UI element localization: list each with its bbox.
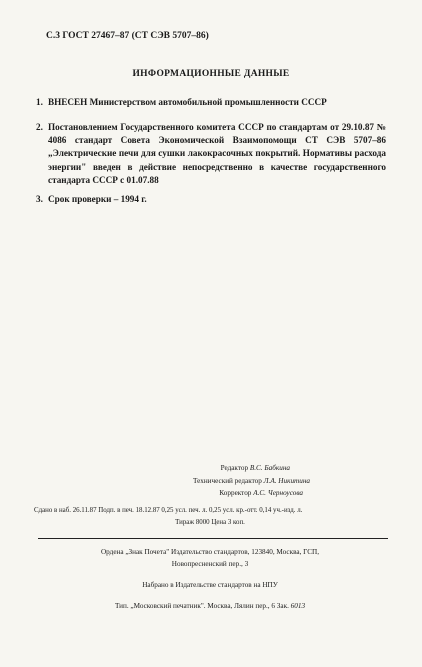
credit-role: Корректор	[219, 489, 252, 497]
item-number: 2.	[36, 122, 43, 132]
item-text: Постановлением Государственного комитета СССР по стандартам от 29.10.87 № 4086 стандарт Совета Экономической Взаимопомощи СТ СЭВ 5707–86 „Электрические печи для сушки лакокрасочных покрытий. Нормативы расхода энергии" введен в действие непосредственно в качестве государственного стандарта СССР с 01.07.88	[48, 122, 386, 185]
item-number: 3.	[36, 194, 43, 204]
section-title: ИНФОРМАЦИОННЫЕ ДАННЫЕ	[132, 69, 290, 79]
order-number: 6013	[290, 602, 306, 610]
credit-proofreader	[150, 487, 303, 500]
print-info-line-1: Сдано в наб. 26.11.87 Подп. в печ. 18.12.87 0,25 усл. печ. л. 0,25 усл. кр.-отт. 0,14 уч.-изд. л.	[34, 507, 303, 514]
printer-info: Тип. „Московский печатник". Москва, Лялин пер., 6 Зак.	[114, 602, 289, 610]
page-header: С.3 ГОСТ 27467–87 (СТ СЭВ 5707–86)	[46, 31, 209, 41]
item-text: Срок проверки – 1994 г.	[48, 194, 147, 204]
publisher-footer	[34, 546, 386, 612]
credit-tech-editor	[150, 475, 310, 488]
footer-line-3: Набрано в Издательстве стандартов на НПУ	[142, 581, 278, 589]
footer-line-2: Новопресненский пер., 3	[171, 560, 249, 568]
credit-name: Л.А. Никитина	[263, 476, 310, 485]
credit-name: В.С. Бабкина	[249, 464, 290, 472]
info-item-2	[36, 121, 386, 187]
info-item-3	[36, 193, 386, 206]
credit-editor	[150, 462, 290, 475]
info-item-1	[36, 96, 386, 109]
footer-line-1: Ордена „Знак Почета" Издательство стандартов, 123840, Москва, ГСП,	[100, 548, 320, 556]
item-text: ВНЕСЕН Министерством автомобильной промышленности СССР	[48, 97, 327, 107]
print-info	[34, 505, 386, 528]
credits-block	[150, 462, 310, 500]
credit-role: Редактор	[220, 464, 249, 472]
credit-name: А.С. Черноусова	[253, 489, 303, 497]
credit-role: Технический редактор	[193, 476, 262, 485]
print-info-line-2: Тираж 8000 Цена 3 коп.	[175, 518, 245, 526]
footer-line-4	[34, 600, 386, 612]
divider	[38, 538, 388, 539]
item-number: 1.	[36, 97, 43, 107]
